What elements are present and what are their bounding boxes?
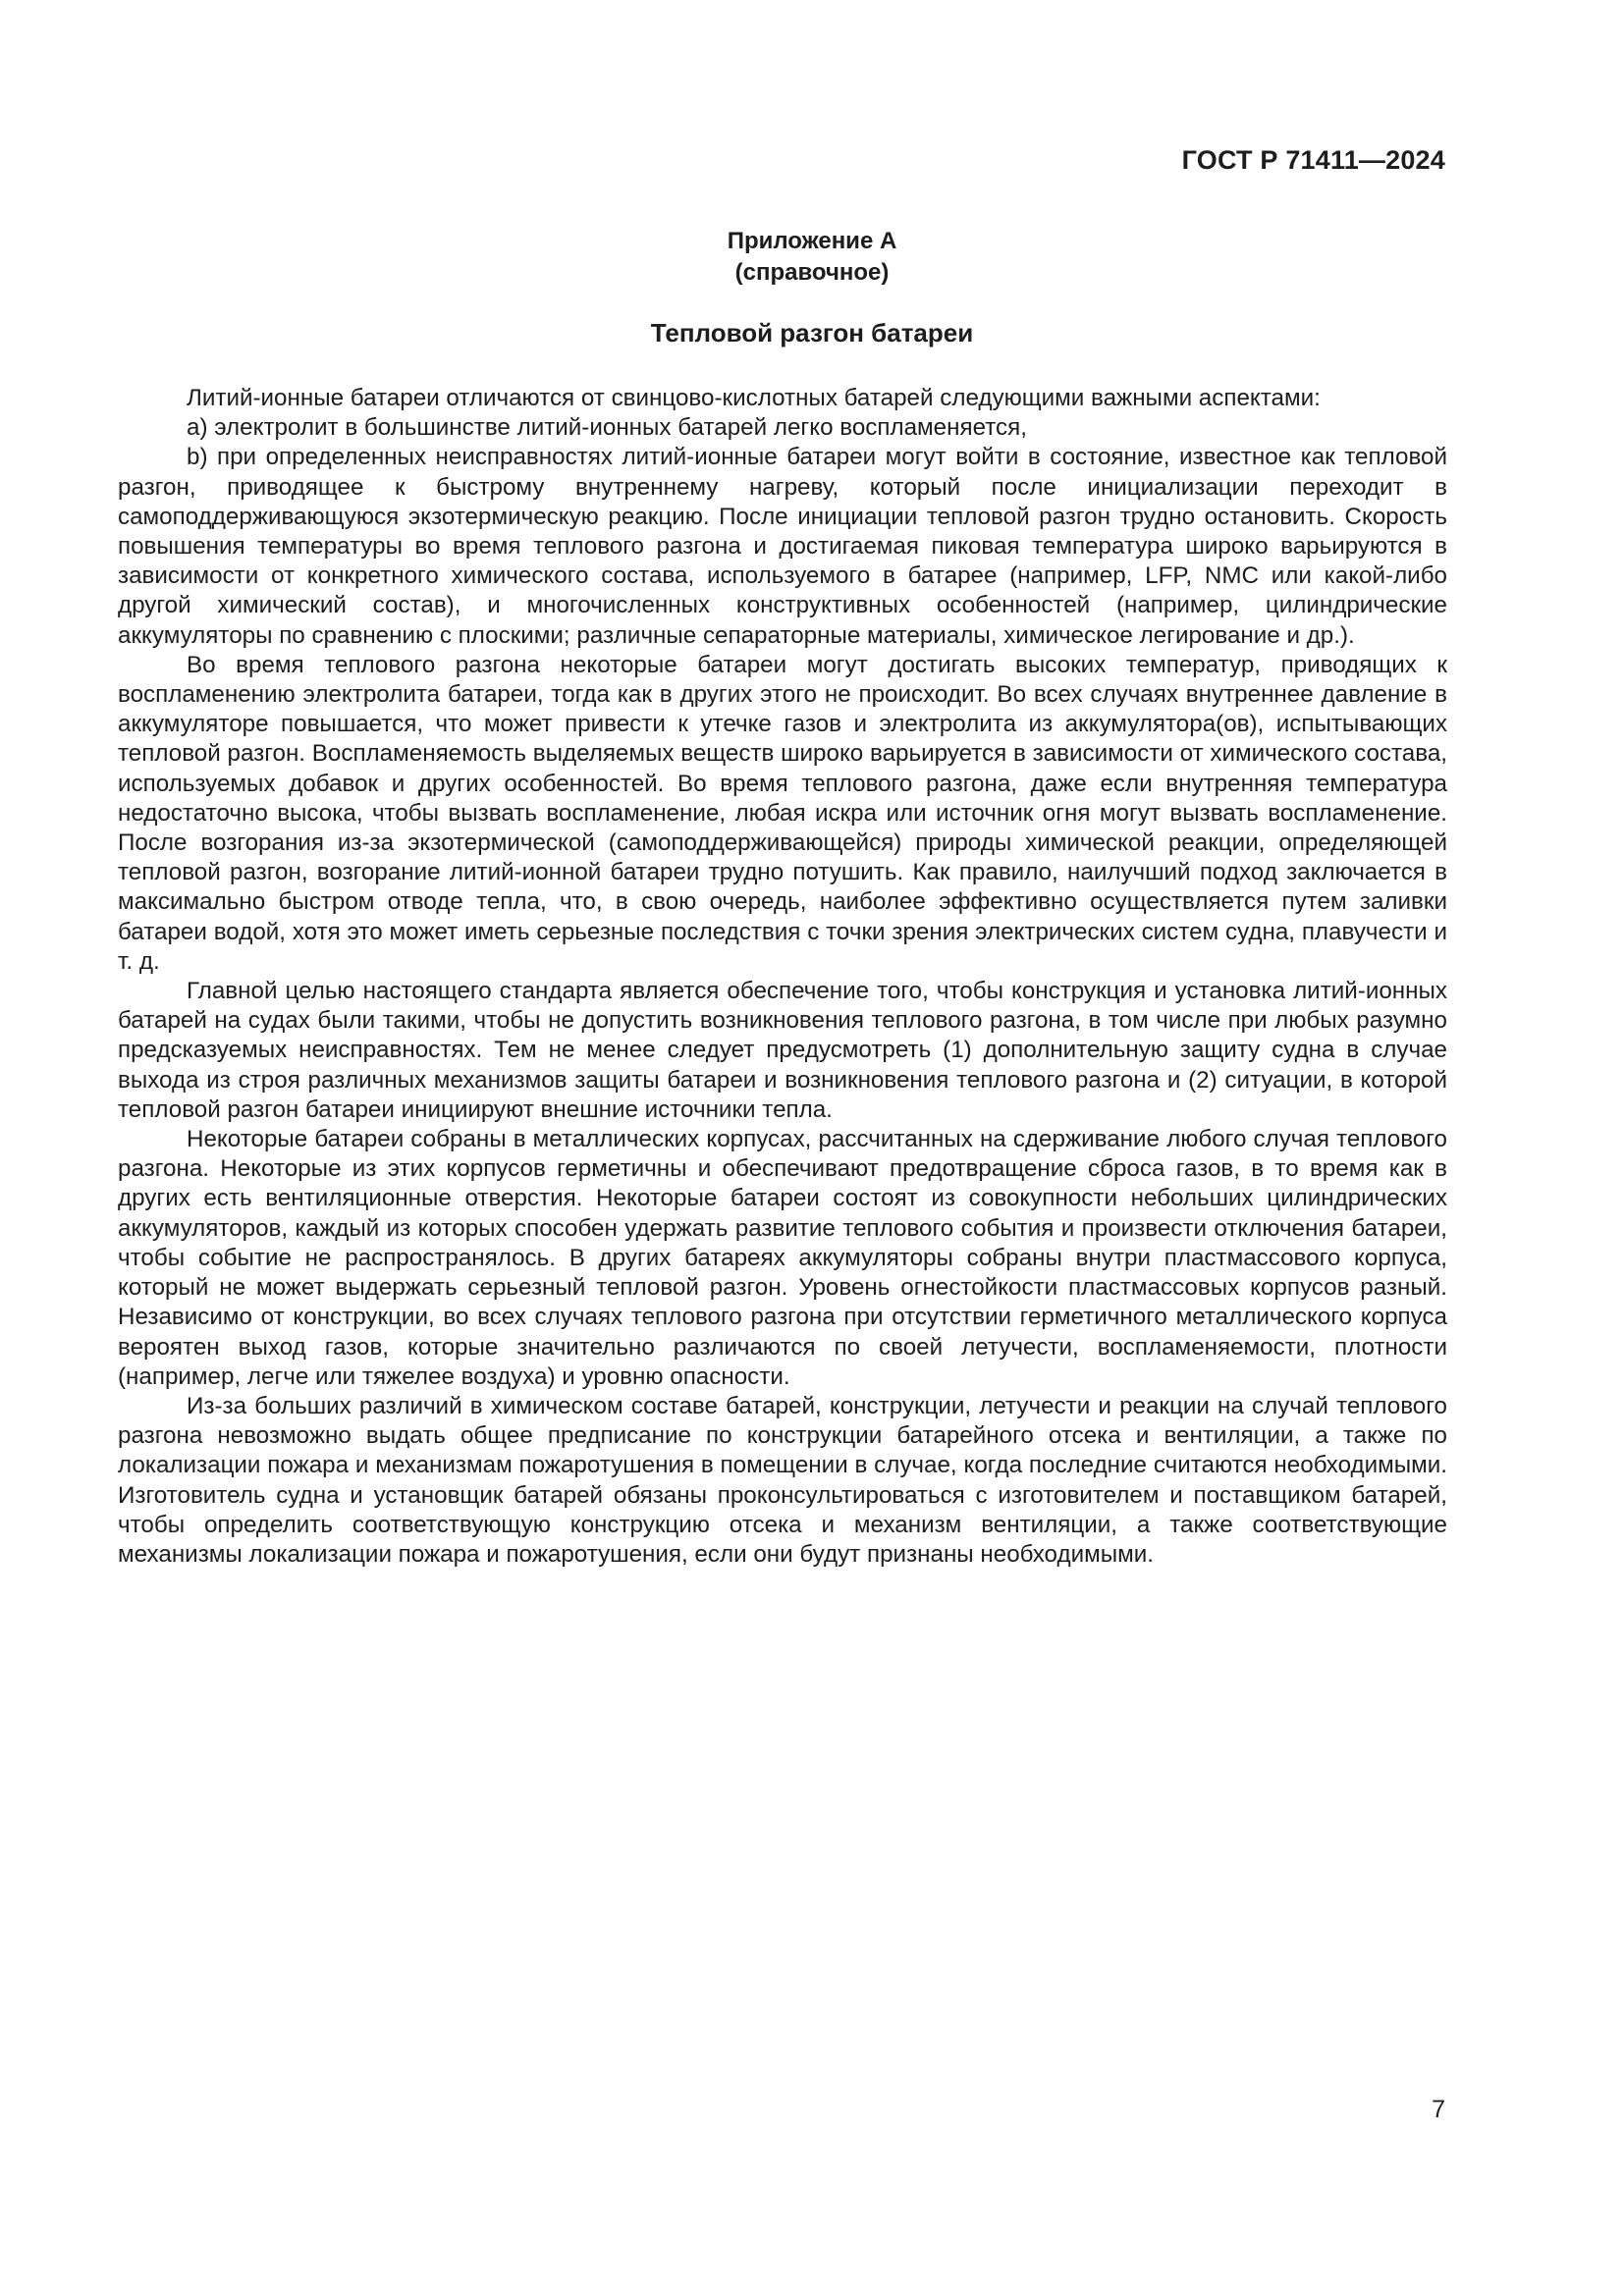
paragraph: Некоторые батареи собраны в металлических корпусах, рассчитанных на сдерживание любого случая теплового разгона. Некоторые из этих корпусов герметичны и обеспечивают предотвращение сброса газов, в то время как в других есть вентиляционные отверстия. Некоторые батареи состоят из совокупности небольших цилиндрических аккумуляторов, каждый из которых способен удержать развитие теплового события и произвести отключения батареи, чтобы событие не распространялось. В других батареях аккумуляторы собраны внутри пластмассового корпуса, который не может выдержать серьезный тепловой разгон. Уровень огнестойкости пластмассовых корпусов разный. Независимо от конструкции, во всех случаях теплового разгона при отсутствии герметичного металлического корпуса вероятен выход газов, которые значительно различаются по своей летучести, воспламеняемости, плотности (например, легче или тяжелее воздуха) и уровню опасности. (118, 1126, 1447, 1390)
appendix-type: (справочное) (734, 259, 890, 286)
paragraph-item-a: а) электролит в большинстве литий-ионных батарей легко воспламеняется, (187, 414, 1027, 442)
body-text (118, 384, 1447, 1570)
document-code: ГОСТ Р 71411—2024 (1181, 145, 1445, 175)
appendix-label: Приложение А (727, 228, 897, 254)
paragraph: Главной целью настоящего стандарта является обеспечение того, чтобы конструкция и установка литий-ионных батарей на судах были такими, чтобы не допустить возникновения теплового разгона, в том числе при любых разумно предсказуемых неисправностях. Тем не менее следует предусмотреть (1) дополнительную защиту судна в случае выхода из строя различных механизмов защиты батареи и возникновения теплового разгона и (2) ситуации, в которой тепловой разгон батареи инициируют внешние источники тепла. (118, 978, 1447, 1123)
section-title: Тепловой разгон батареи (650, 318, 974, 347)
paragraph: Из-за больших различий в химическом составе батарей, конструкции, летучести и реакции на случай теплового разгона невозможно выдать общее предписание по конструкции батарейного отсека и вентиляции, а также по локализации пожара и механизмам пожаротушения в помещении в случае, когда последние считаются необходимыми. Изготовитель судна и установщик батарей обязаны проконсультироваться с изготовителем и поставщиком батарей, чтобы определить соответствующую конструкцию отсека и механизм вентиляции, а также соответствующие механизмы локализации пожара и пожаротушения, если они будут признаны необходимыми. (118, 1392, 1447, 1568)
appendix-heading (0, 226, 1624, 289)
paragraph-intro: Литий-ионные батареи отличаются от свинцово-кислотных батарей следующими важными аспектами: (187, 385, 1321, 411)
page-number: 7 (1432, 2096, 1445, 2123)
paragraph: Во время теплового разгона некоторые батареи могут достигать высоких температур, приводящих к воспламенению электролита батареи, тогда как в других этого не происходит. Во всех случаях внутреннее давление в аккумуляторе повышается, что может привести к утечке газов и электролита из аккумулятора(ов), испытывающих тепловой разгон. Воспламеняемость выделяемых веществ широко варьируется в зависимости от химического состава, используемых добавок и других особенностей. Во время теплового разгона, даже если внутренняя температура недостаточно высока, чтобы вызвать воспламенение, любая искра или источник огня могут вызвать воспламенение. После возгорания из-за экзотермической (самоподдерживающейся) природы химической реакции, определяющей тепловой разгон, возгорание литий-ионной батареи трудно потушить. Как правило, наилучший подход заключается в максимально быстром отводе тепла, что, в свою очередь, наиболее эффективно осуществляется путем заливки батареи водой, хотя это может иметь серьезные последствия с точки зрения электрических систем судна, плавучести и т. д. (118, 651, 1447, 975)
paragraph-item-b: b) при определенных неисправностях литий-ионные батареи могут войти в состояние, известное как тепловой разгон, приводящее к быстрому внутреннему нагреву, который после инициализации переходит в самоподдерживающуюся экзотермическую реакцию. После инициации тепловой разгон трудно остановить. Скорость повышения температуры во время теплового разгона и достигаемая пиковая температура широко варьируются в зависимости от конкретного химического состава, используемого в батарее (например, LFP, NMC или какой-либо другой химический состав), и многочисленных конструктивных особенностей (например, цилиндрические аккумуляторы по сравнению с плоскими; различные сепараторные материалы, химическое легирование и др.). (118, 444, 1447, 649)
